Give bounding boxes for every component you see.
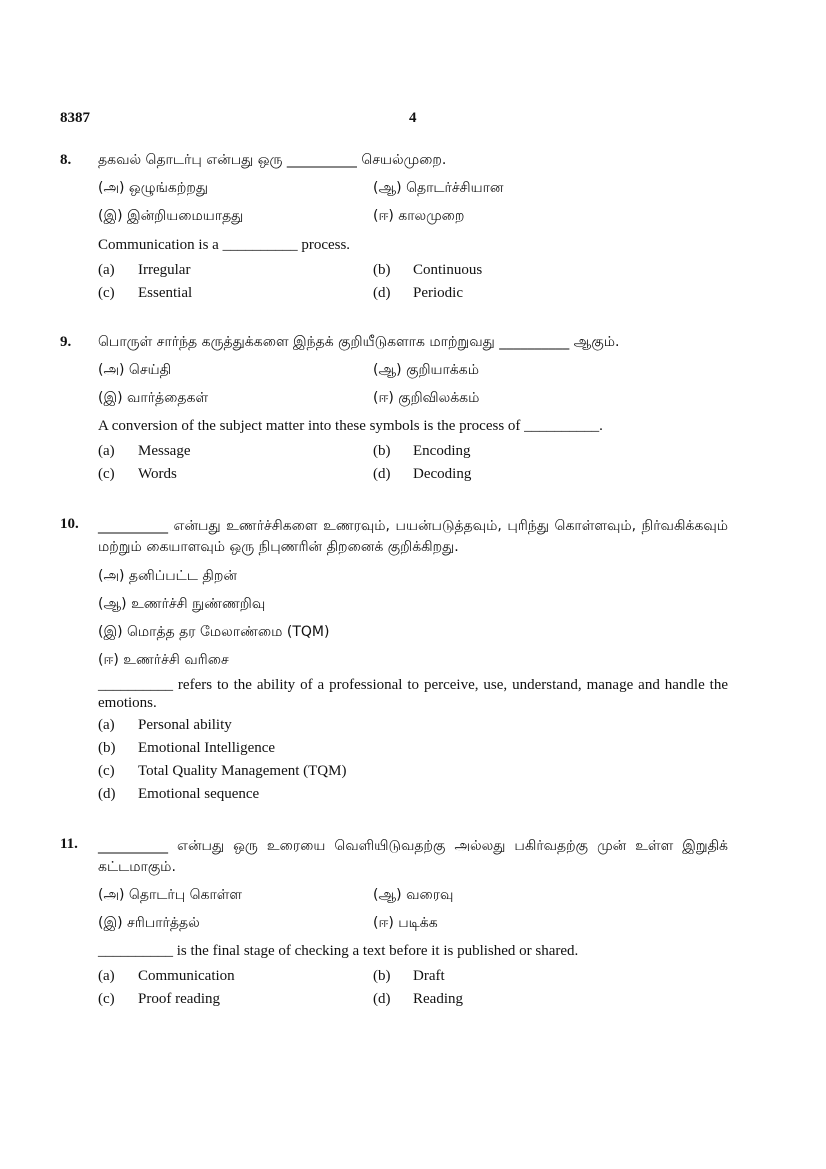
option-text: Encoding	[413, 443, 471, 459]
option-d	[98, 786, 259, 803]
option-label: (c)	[98, 285, 115, 301]
tamil-option-b: (ஆ) வரைவு	[373, 887, 454, 903]
paper-code: 8387	[60, 110, 90, 126]
option-a	[98, 443, 191, 460]
option-a	[98, 968, 235, 985]
option-label: (c)	[98, 991, 115, 1007]
tamil-option-d: (ஈ) உணர்ச்சி வரிசை	[98, 652, 229, 668]
tamil-option-a: (அ) ஒழுங்கற்றது	[98, 180, 209, 196]
option-b	[373, 968, 445, 985]
option-b	[373, 262, 482, 279]
option-text: Words	[138, 466, 177, 482]
option-label: (c)	[98, 763, 115, 779]
option-label: (b)	[373, 443, 391, 459]
option-text: Continuous	[413, 262, 483, 278]
option-label: (b)	[98, 740, 116, 756]
question-number: 9.	[60, 334, 72, 350]
tamil-option-c: (இ) இன்றியமையாதது	[98, 208, 244, 224]
option-text: Emotional sequence	[138, 786, 260, 802]
option-label: (a)	[98, 968, 115, 984]
tamil-stem: __________ என்பது உணர்ச்சிகளை உணரவும், பயன்படுத்தவும், புரிந்து கொள்ளவும், நிர்வகிக்கவும் மற்றும் கையாளவும் ஒரு நிபுணரின் திறனைக் குறிக்கிறது.	[98, 518, 728, 555]
option-label: (a)	[98, 443, 115, 459]
english-stem: A conversion of the subject matter into these symbols is the process of __________.	[98, 418, 603, 434]
tamil-stem: பொருள் சார்ந்த கருத்துக்களை இந்தக் குறியீடுகளாக மாற்றுவது __________ ஆகும்.	[98, 334, 620, 350]
option-label: (d)	[373, 991, 391, 1007]
option-text: Proof reading	[138, 991, 221, 1007]
option-b	[373, 443, 471, 460]
option-c	[98, 991, 220, 1008]
tamil-stem: __________ என்பது ஒரு உரையை வெளியிடுவதற்கு அல்லது பகிர்வதற்கு முன் உள்ள இறுதிக் கட்டமாகும்.	[98, 838, 728, 875]
tamil-option-a: (அ) தொடர்பு கொள்ள	[98, 887, 243, 903]
tamil-option-c: (இ) சரிபார்த்தல்	[98, 915, 200, 931]
option-label: (b)	[373, 968, 391, 984]
option-label: (a)	[98, 262, 115, 278]
option-text: Irregular	[138, 262, 191, 278]
page-number: 4	[409, 110, 417, 126]
tamil-stem: தகவல் தொடர்பு என்பது ஒரு __________ செயல்முறை.	[98, 152, 447, 168]
tamil-option-d: (ஈ) காலமுறை	[373, 208, 465, 224]
option-text: Communication	[138, 968, 235, 984]
option-d	[373, 466, 471, 483]
option-text: Emotional Intelligence	[138, 740, 276, 756]
option-c	[98, 285, 192, 302]
option-label: (d)	[373, 285, 391, 301]
tamil-option-c: (இ) மொத்த தர மேலாண்மை (TQM)	[98, 624, 330, 640]
option-text: Essential	[138, 285, 193, 301]
option-b	[98, 740, 275, 757]
option-a	[98, 262, 190, 279]
option-text: Message	[138, 443, 191, 459]
option-label: (b)	[373, 262, 391, 278]
tamil-option-c: (இ) வார்த்தைகள்	[98, 390, 209, 406]
tamil-option-b: (ஆ) உணர்ச்சி நுண்ணறிவு	[98, 596, 266, 612]
option-text: Periodic	[413, 285, 463, 301]
question-number: 8.	[60, 152, 72, 168]
option-c	[98, 466, 177, 483]
option-label: (d)	[98, 786, 116, 802]
option-d	[373, 991, 463, 1008]
option-text: Draft	[413, 968, 445, 984]
option-label: (d)	[373, 466, 391, 482]
option-d	[373, 285, 463, 302]
option-c	[98, 763, 346, 780]
english-stem: __________ refers to the ability of a professional to perceive, use, understand, manage and handle the emotions.	[98, 677, 728, 711]
option-label: (a)	[98, 717, 115, 733]
tamil-option-d: (ஈ) படிக்க	[373, 915, 438, 931]
tamil-option-d: (ஈ) குறிவிலக்கம்	[373, 390, 480, 406]
tamil-option-a: (அ) செய்தி	[98, 362, 172, 378]
english-stem: __________ is the final stage of checking a text before it is published or shared.	[98, 943, 579, 959]
option-a	[98, 717, 232, 734]
tamil-option-b: (ஆ) தொடர்ச்சியான	[373, 180, 504, 196]
question-number: 10.	[60, 516, 79, 532]
tamil-option-a: (அ) தனிப்பட்ட திறன்	[98, 568, 237, 584]
english-stem: Communication is a __________ process.	[98, 237, 351, 253]
tamil-option-b: (ஆ) குறியாக்கம்	[373, 362, 479, 378]
option-label: (c)	[98, 466, 115, 482]
option-text: Decoding	[413, 466, 472, 482]
option-text: Reading	[413, 991, 463, 1007]
option-text: Personal ability	[138, 717, 232, 733]
option-text: Total Quality Management (TQM)	[138, 763, 347, 779]
question-number: 11.	[60, 836, 78, 852]
